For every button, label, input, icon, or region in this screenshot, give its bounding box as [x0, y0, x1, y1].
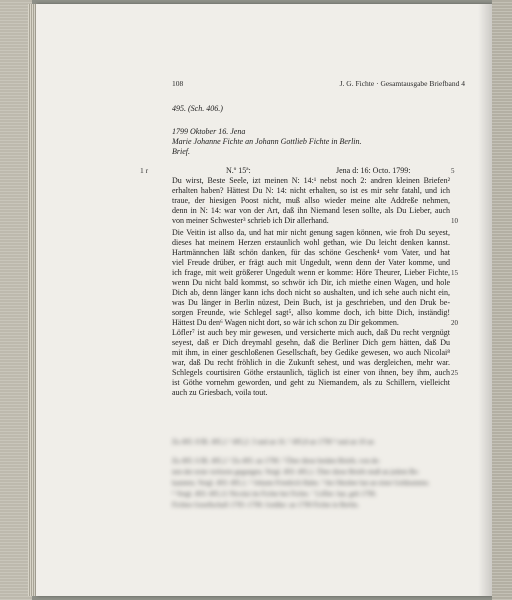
- text-line: Hartmännchen läßt schön danken, für das schöne Geschenk⁴ vom Vater, und hat: [172, 248, 450, 257]
- text-line: was Du länger in Berlin nüzest, Dein Buch, ist ja geschrieben, und den Druk be-: [172, 298, 450, 307]
- footnote-line: ⁶ Vergl. 493: 495,11 Nicolai im Fichte bei Fichte. ⁷ Löfler: hat, geb 1799.: [172, 490, 377, 498]
- letter-date-place: 1799 Oktober 16. Jena: [172, 127, 246, 136]
- text-line: Die Veitin ist allso da, und hat mir nicht genung sagen können, wie froh Du seyest,: [172, 228, 450, 237]
- text-line: Schlegels courtisiren Göthe erstaunlich, täglich ist einer von ihnen, bey ihm, auch: [172, 368, 450, 377]
- spine-shadow: [478, 4, 492, 596]
- text-line: sorgen Freunde, wie Schlegel sagt⁵, allso komme doch, ich bitte Dich, inständig!: [172, 308, 450, 317]
- footnote-line: Zu 495: 6 Bl. 495,1 ² Zu 495: an 1799. ³ Über diese beiden Briefe, von de-: [172, 457, 381, 465]
- text-line: war, daß Du recht fröhlich in die Zukunft sehest, und was dergleichen, mehr war.: [172, 358, 450, 367]
- text-line: Hättest Du den⁶ Wagen nicht dort, so wär ich schon zu Dir gekommen.: [172, 318, 399, 327]
- text-line: Dich ab, denn länger kann ichs doch nicht so aushalten, und ich sehe auch nicht ein,: [172, 288, 450, 297]
- text-line: wenn Du nicht bald kommst, so schwör ich Dir, ich miethe einen Wagen, und hole: [172, 278, 450, 287]
- line-number: 5: [451, 167, 455, 175]
- text-line: ich frage, mit weit größerer Ungedult wenn er komme: Höre Theurer, Lieber Fichte,: [172, 268, 450, 277]
- letter-number-heading: N.º 15ª:: [226, 166, 251, 175]
- text-line: ist Göthe vornehm geworden, und geht zu Niemandem, als zu Schillern, vielleicht: [172, 378, 450, 387]
- text-line: von meiner Schwester³ schrieb ich Dir allerhand.: [172, 216, 329, 225]
- page-edges: [28, 4, 36, 596]
- book-cover-right: [492, 0, 512, 600]
- footnote-line: kannten, Vergl. 493: 495,1. ⁴ Johann Friedrich Hahn. ⁵ Im Oktober hat an einer Geldsumme.: [172, 479, 430, 487]
- footnote-line: nen der erste verloren gegangen, Vergl. 493: 495,1. Über diese Briefe muß an jedem Be-: [172, 468, 420, 476]
- text-line: Löfler⁷ ist auch bey mir gewesen, und versicherte mich auch, daß Du recht vergnügt: [172, 328, 450, 337]
- margin-mark: 1 r: [140, 166, 149, 175]
- text-line: Du wirst, Beste Seele, izt meinen N: 14:¹ nebst noch 2: andren kleinen Briefen²: [172, 176, 450, 185]
- line-number: 25: [451, 369, 458, 377]
- footnote-line: Zu 495: 8 Bl. 495,1 ² 495,2: 3 und an 16. ³ 495,8 an 1799 ⁴ und an 10 an: [172, 438, 374, 446]
- page-header: [172, 79, 465, 91]
- text-line: dieses hat meinem Herzen erstaunlich wohl gethan, wie Du leicht denken kannst.: [172, 238, 450, 247]
- letter-dateline: Jena d: 16: Octo. 1799:: [336, 166, 411, 175]
- footnote-line: Fichtes Gesellschaft 1795–1799. Gedike: an 1799 Fichte in Berlin.: [172, 501, 360, 509]
- letter-type: Brief.: [172, 147, 190, 156]
- text-line: denn in N: 14: war von der Art, daß ihn Niemand lesen sollte, als Du Lieber, auch: [172, 206, 450, 215]
- line-number: 10: [451, 217, 458, 225]
- line-number: 15: [451, 269, 458, 277]
- text-line: mit ihm, in einer geschloßenen Gesellschaft, bey Gedike gewesen, wo auch Nicolai⁸: [172, 348, 450, 357]
- text-line: viel Freude drüber, er frägt auch mit Ungedult, wenn denn der Vater komme, und: [172, 258, 450, 267]
- text-line: erhalten haben? Hättest Du N: 14: nicht erhalten, so ist es mir sehr fatahl, und ich: [172, 186, 450, 195]
- text-line: auch zu Griesbach, voila tout.: [172, 388, 268, 397]
- page-number: 108: [172, 79, 184, 88]
- running-title: J. G. Fichte · Gesamtausgabe Briefband 4: [339, 79, 465, 88]
- letter-correspondents: Marie Johanne Fichte an Johann Gottlieb Fichte in Berlin.: [172, 137, 362, 146]
- text-line: seyest, daß er Dich dreymahl gesehn, daß die Berliner Dich gern hätten, daß Du: [172, 338, 450, 347]
- line-number: 20: [451, 319, 458, 327]
- text-line: traue, der hiesigen Poost nicht, muß allso wieder meine alte Addreße nehmen,: [172, 196, 450, 205]
- letter-number: 495. (Sch. 406.): [172, 104, 223, 113]
